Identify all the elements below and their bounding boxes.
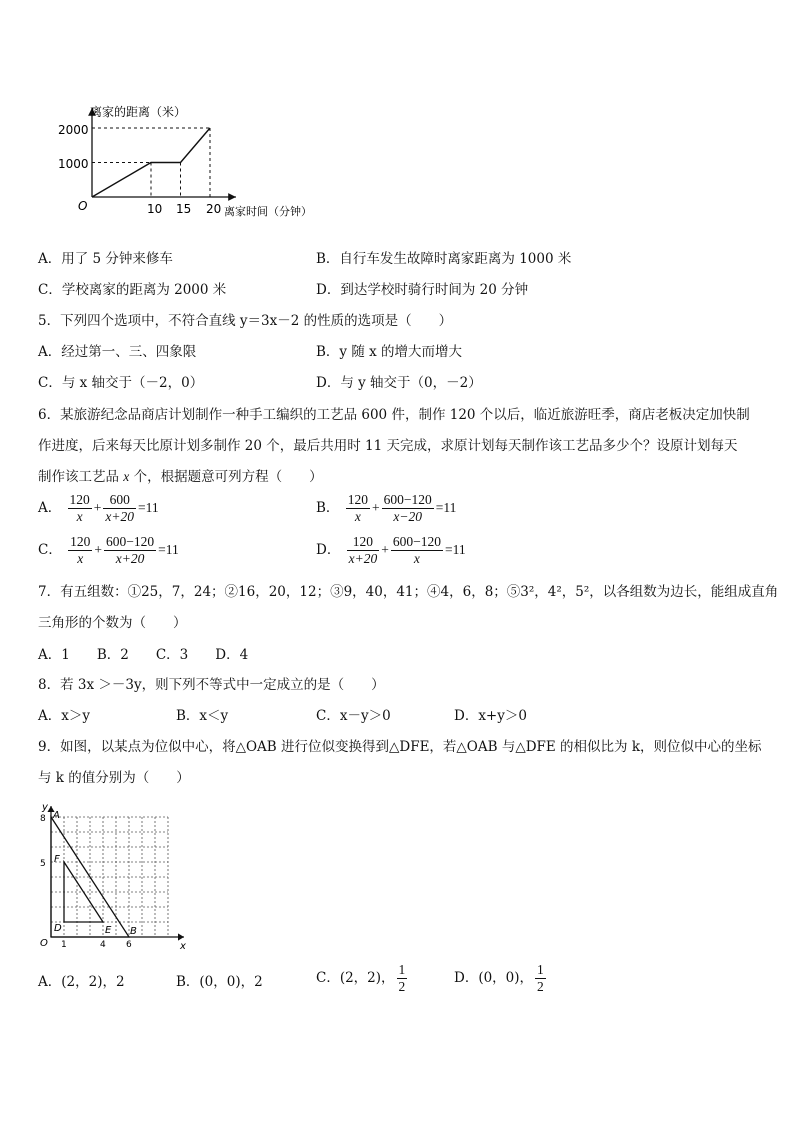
numerator: 120 xyxy=(69,492,90,507)
tick-y-8: 8 xyxy=(40,814,46,824)
fraction xyxy=(103,492,136,525)
denominator: 2 xyxy=(537,979,544,994)
tick-x-6: 6 xyxy=(126,940,132,950)
q9-option-d-text: D．(0，0)， xyxy=(454,970,534,986)
q5-stem: 5．下列四个选项中，不符合直线 y＝3x－2 的性质的选项是（ ） xyxy=(38,313,453,329)
q6-stem-line2: 作进度，后来每天比原计划多制作 20 个，最后共用时 11 天完成，求原计划每天制作该工艺品多少个？设原计划每天 xyxy=(38,438,738,454)
grid xyxy=(51,817,168,937)
q5-option-b: B．y 随 x 的增大而增大 xyxy=(316,344,463,360)
q9-stem-line1: 9．如图，以某点为位似中心，将△OAB 进行位似变换得到△DFE，若△OAB 与△DFE 的相似比为 k，则位似中心的坐标 xyxy=(38,739,762,755)
q6-option-d xyxy=(316,534,466,567)
equals-rhs: =11 xyxy=(444,542,466,557)
q6-option-a-label: A． xyxy=(38,500,62,516)
denominator: x+20 xyxy=(115,551,145,566)
plus-sign: + xyxy=(94,542,103,557)
q4-option-c: C．学校离家的距离为 2000 米 xyxy=(38,282,227,298)
q6-option-d-label: D． xyxy=(316,542,341,558)
q8-option-c: C．x－y＞0 xyxy=(316,708,391,724)
denominator: x−20 xyxy=(393,509,422,524)
tick-x-1: 1 xyxy=(61,940,67,950)
q6-option-b xyxy=(316,492,456,525)
denominator: x xyxy=(354,509,361,524)
label-e: E xyxy=(105,925,112,936)
denominator: x xyxy=(77,551,84,566)
label-b: B xyxy=(130,926,137,937)
fig-x-label: x xyxy=(180,941,186,952)
equals-rhs: =11 xyxy=(138,500,159,515)
numerator: 600−120 xyxy=(106,534,155,549)
distance-time-graph xyxy=(50,98,350,223)
numerator: 120 xyxy=(347,534,380,551)
plus-sign: + xyxy=(93,500,102,515)
fig-y-label: y xyxy=(42,802,48,813)
q9-option-d xyxy=(454,962,548,995)
fraction xyxy=(391,534,443,567)
denominator: x xyxy=(413,551,420,566)
denominator: x xyxy=(76,509,83,524)
label-a: A xyxy=(53,810,60,821)
q5-option-c: C．与 x 轴交于（－2，0） xyxy=(38,375,204,391)
plus-sign: + xyxy=(371,500,380,515)
fraction-half xyxy=(535,962,546,995)
fig-origin: O xyxy=(40,938,48,949)
x-tick-15: 15 xyxy=(176,202,192,216)
q6-option-c xyxy=(38,534,179,567)
x-tick-20: 20 xyxy=(206,202,222,216)
q8-option-a: A．x＞y xyxy=(38,708,90,724)
q4-option-d: D．到达学校时骑行时间为 20 分钟 xyxy=(316,282,529,298)
tick-y-5: 5 xyxy=(40,859,46,869)
q7-stem-line1: 7．有五组数：①25，7，24；②16，20，12；③9，40，41；④4，6，8；⑤3²，4²，5²，以各组数为边长，能组成直角 xyxy=(38,584,779,600)
numerator: 120 xyxy=(70,534,91,549)
fraction xyxy=(68,534,92,567)
fraction xyxy=(382,492,434,525)
q6-text-end: 个，根据题意可列方程（ ） xyxy=(129,469,323,485)
q6-option-c-label: C． xyxy=(38,542,62,558)
numerator: 600 xyxy=(103,492,136,509)
q5-option-a: A．经过第一、三、四象限 xyxy=(38,344,197,360)
label-f: F xyxy=(54,854,60,865)
q7-options: A．1 B．2 C．3 D．4 xyxy=(38,647,249,663)
fraction xyxy=(68,492,92,525)
q4-option-b: B．自行车发生故障时离家距离为 1000 米 xyxy=(316,251,572,267)
q6-variable: x xyxy=(123,469,130,484)
q6-option-b-label: B． xyxy=(316,500,340,516)
q9-option-c-text: C．(2，2)， xyxy=(316,970,395,986)
q9-option-b: B．(0，0)，2 xyxy=(176,974,263,990)
denominator: 2 xyxy=(398,979,406,994)
x-tick-10: 10 xyxy=(147,202,163,216)
fraction-half xyxy=(397,962,408,995)
q9-option-a: A．(2，2)，2 xyxy=(38,974,125,990)
q6-stem-line3 xyxy=(38,468,323,486)
q8-stem: 8．若 3x ＞－3y，则下列不等式中一定成立的是（ ） xyxy=(38,677,385,693)
plus-sign: + xyxy=(381,542,389,557)
q5-option-d: D．与 y 轴交于（0，－2） xyxy=(316,375,482,391)
numerator: 600−120 xyxy=(392,534,441,549)
y-tick-1000: 1000 xyxy=(58,157,89,171)
y-axis-label: 离家的距离（米） xyxy=(90,105,187,119)
tick-x-4: 4 xyxy=(100,940,106,950)
fraction xyxy=(346,492,370,525)
fraction xyxy=(104,534,156,567)
q4-option-a: A．用了 5 分钟来修车 xyxy=(38,251,173,267)
denominator: x+20 xyxy=(105,509,135,524)
x-axis-label: 离家时间（分钟） xyxy=(224,205,312,218)
fraction xyxy=(347,534,380,567)
equals-rhs: =11 xyxy=(158,542,179,557)
numerator: 1 xyxy=(398,962,406,977)
y-tick-2000: 2000 xyxy=(58,123,89,137)
numerator: 600−120 xyxy=(383,492,432,507)
coordinate-grid-figure xyxy=(32,800,197,952)
denominator: x+20 xyxy=(348,551,378,566)
numerator: 1 xyxy=(537,962,544,977)
q8-option-d: D．x+y＞0 xyxy=(454,708,527,724)
label-d: D xyxy=(54,923,62,934)
equals-rhs: =11 xyxy=(435,500,457,515)
q9-stem-line2: 与 k 的值分别为（ ） xyxy=(38,770,190,786)
triangle-dfe xyxy=(64,862,103,922)
numerator: 120 xyxy=(347,492,368,507)
q6-stem-line1: 6．某旅游纪念品商店计划制作一种手工编织的工艺品 600 件，制作 120 个以后，临近旅游旺季，商店老板决定加快制 xyxy=(38,407,750,423)
q8-option-b: B．x＜y xyxy=(176,708,229,724)
q6-option-a xyxy=(38,492,159,525)
q7-stem-line2: 三角形的个数为（ ） xyxy=(38,615,187,631)
q9-option-c xyxy=(316,962,409,995)
q6-text: 制作该工艺品 xyxy=(38,469,124,485)
origin-label: O xyxy=(78,199,88,213)
